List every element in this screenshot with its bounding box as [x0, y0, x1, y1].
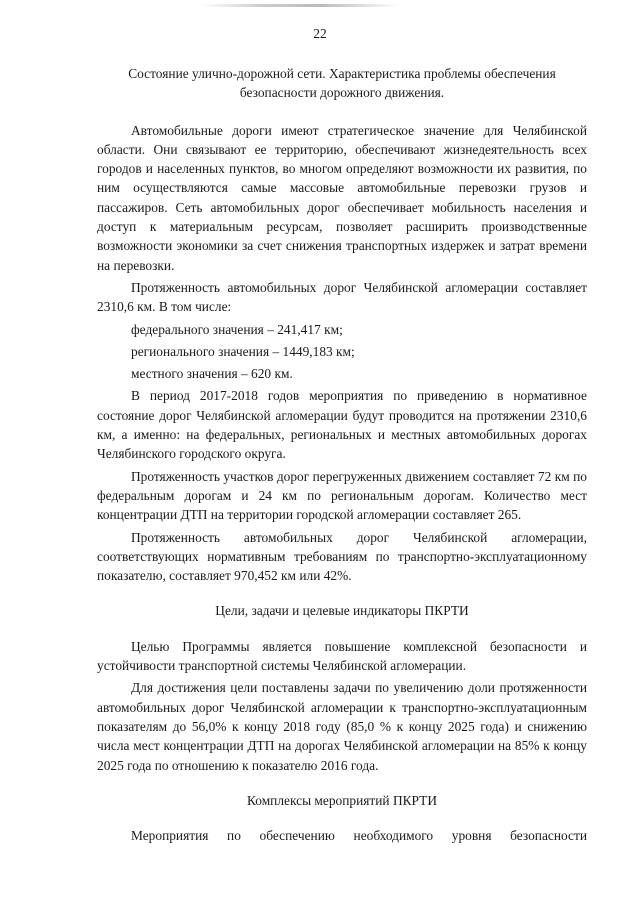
list-item-local: местного значения – 620 км. [131, 366, 293, 382]
section-heading-goals: Цели, задачи и целевые индикаторы ПКРТИ [215, 603, 469, 619]
section-heading-measures: Комплексы мероприятий ПКРТИ [246, 792, 438, 808]
paragraph-roads-length: Протяженность автомобильных дорог Челябинской агломерации составляет 2310,6 км. В том числе: [97, 279, 587, 315]
list-item-regional: регионального значения – 1449,183 км; [131, 343, 355, 359]
paragraph-tasks: Для достижения цели поставлены задачи по увеличению доли протяженности автомобильных дорог Челябинской агломерации к транспортно-эксплуатационным показателям до 56,0% к концу 2018 году (85,0 % к концу 2025 года) и снижению числа мест концентрации ДТП на дорогах Челябинской агломерации на 85% к концу 2025 года по отношению к показателю 2016 года. [97, 680, 587, 773]
page-number: 22 [313, 26, 327, 41]
paragraph-roads-importance: Автомобильные дороги имеют стратегическое значение для Челябинской области. Они связывают ее территорию, обеспечивают жизнедеятельность всех городов и населенных пунктов, во многом определяют возможности их развития, по ним осуществляются самые массовые автомобильные перевозки грузов и пассажиров. Сеть автомобильных дорог обеспечивает мобильность населения и доступ к материальным ресурсам, позволяет расширить производственные возможности экономики за счет снижения транспортных издержек и затрат времени на перевозки. [97, 122, 587, 273]
list-item-federal: федерального значения – 241,417 км; [131, 321, 343, 337]
page-content [97, 64, 587, 848]
paragraph-congested-roads: Протяженность участков дорог перегруженных движением составляет 72 км по федеральным дорогам и 24 км по региональным дорогам. Количество мест концентрации ДТП на территории городской агломерации составляет 265. [97, 468, 587, 523]
paragraph-compliant-roads: Протяженность автомобильных дорог Челябинской агломерации, соответствующих нормативным требованиям по транспортно-эксплуатационному показателю, составляет 970,452 км или 42%. [97, 529, 587, 584]
paragraph-program-goal: Целью Программы является повышение комплексной безопасности и устойчивости транспортной системы Челябинской агломерации. [97, 638, 587, 674]
section-heading-road-network: Состояние улично-дорожной сети. Характеристика проблемы обеспечения безопасности дорожного движения. [128, 66, 556, 101]
paragraph-period-measures: В период 2017-2018 годов мероприятия по приведению в нормативное состояние дорог Челябинской агломерации будут проводится на протяжении 2310,6 км, а именно: на федеральных, региональных и местных автомобильных дорогах Челябинского городского округа. [97, 388, 587, 462]
scan-artifact [200, 4, 400, 7]
paragraph-measures: Мероприятия по обеспечению необходимого уровня безопасности [131, 828, 587, 844]
